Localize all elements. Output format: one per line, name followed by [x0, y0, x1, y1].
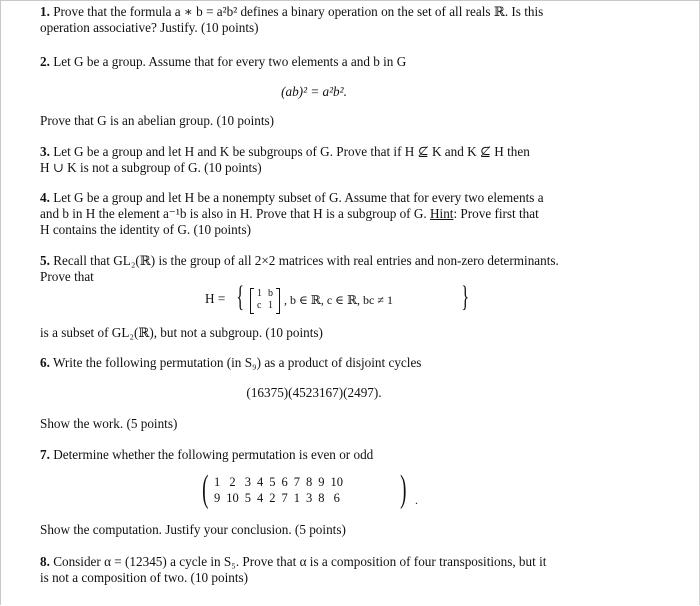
question-number: 4. — [40, 190, 50, 205]
question-1 — [40, 4, 588, 36]
set-condition: , b ∈ ℝ, c ∈ ℝ, bc ≠ 1 — [284, 293, 393, 307]
question-6 — [40, 355, 588, 371]
permutation-entry: 8 — [306, 475, 313, 489]
matrix-entry: 1 — [257, 288, 262, 299]
permutation-entry: 3 — [306, 491, 313, 505]
permutation-entry: 6 — [333, 491, 340, 505]
question-5 — [40, 253, 588, 285]
question-number: 6. — [40, 355, 50, 370]
permutation-bottom-row — [211, 490, 346, 506]
permutation-entry: 10 — [226, 491, 239, 505]
question-number: 2. — [40, 54, 50, 69]
question-number: 8. — [40, 554, 50, 569]
question-text-line: Prove that the formula a ∗ b = a²b² defines a binary operation on the set of all reals ℝ. Is this — [53, 4, 544, 19]
question-text-line: is a subset of GL₂(ℝ), but not a subgroup. (10 points) — [40, 325, 323, 340]
permutation-entry: 2 — [229, 475, 236, 489]
matrix-left-bracket — [250, 288, 254, 314]
question-text-line: Determine whether the following permutation is even or odd — [53, 447, 374, 462]
question-number: 3. — [40, 144, 50, 159]
period: . — [415, 493, 418, 507]
question-number: 5. — [40, 253, 50, 268]
permutation-matrix — [211, 474, 346, 506]
permutation-entry: 9 — [214, 491, 221, 505]
permutation-entry: 4 — [257, 491, 264, 505]
hint-label: Hint — [430, 206, 454, 222]
matrix-entry: b — [268, 288, 273, 299]
permutation-entry: 2 — [269, 491, 276, 505]
question-text-line: operation associative? Justify. (10 points) — [40, 20, 259, 36]
question-text-line: Show the work. (5 points) — [40, 416, 178, 431]
question-text-line: Prove that — [40, 269, 94, 285]
question-3 — [40, 144, 588, 176]
question-8 — [40, 554, 588, 586]
question-text-line: Show the computation. Justify your conclusion. (5 points) — [40, 522, 346, 537]
set-lhs: H = — [205, 291, 226, 306]
permutation-entry: 7 — [281, 491, 288, 505]
permutation-entry: 10 — [330, 475, 343, 489]
equation: (16375)(4523167)(2497). — [246, 385, 382, 400]
question-text-line: Let G be a group and let H be a nonempty subset of G. Assume that for every two elements a — [53, 190, 544, 205]
question-text-line: H ∪ K is not a subgroup of G. (10 points) — [40, 160, 262, 176]
permutation-entry: 8 — [318, 491, 325, 505]
question-4 — [40, 190, 588, 239]
question-text-line: and b in H the element a⁻¹b is also in H. Prove that H is a subgroup of G. — [40, 206, 427, 222]
question-text-line: Recall that GL₂(ℝ) is the group of all 2×2 matrices with real entries and non-zero determinants. — [53, 253, 559, 268]
left-paren: ( — [202, 468, 209, 510]
permutation-entry: 6 — [281, 475, 288, 489]
matrix-entry: 1 — [268, 300, 273, 311]
right-paren: ) — [400, 468, 407, 510]
question-2 — [40, 54, 588, 70]
matrix-entry: c — [257, 300, 262, 311]
matrix-right-bracket — [276, 288, 280, 314]
question-text-line: Write the following permutation (in S₉) as a product of disjoint cycles — [52, 355, 422, 370]
question-number: 1. — [40, 4, 50, 19]
question-number: 7. — [40, 447, 50, 462]
permutation-top-row — [211, 474, 346, 490]
question-text-line: Let G be a group and let H and K be subgroups of G. Prove that if H ⊈ K and K ⊈ H then — [53, 144, 530, 159]
question-7 — [40, 447, 588, 463]
permutation-entry: 9 — [318, 475, 325, 489]
permutation-entry: 3 — [244, 475, 251, 489]
hint-text: : Prove first that — [453, 206, 539, 222]
question-text-line: Let G be a group. Assume that for every two elements a and b in G — [53, 54, 407, 69]
left-brace: { — [236, 280, 245, 313]
permutation-entry: 1 — [293, 491, 300, 505]
permutation-entry: 5 — [244, 491, 251, 505]
permutation-entry: 4 — [257, 475, 264, 489]
permutation-entry: 5 — [269, 475, 276, 489]
permutation-entry: 1 — [214, 475, 221, 489]
question-text-line: Prove that G is an abelian group. (10 points) — [40, 113, 275, 128]
question-text-line: Consider α = (12345) a cycle in S₅. Prove that α is a composition of four transpositions, but it — [53, 554, 547, 569]
right-brace: } — [461, 280, 470, 313]
equation: (ab)² = a²b². — [281, 84, 347, 99]
question-text-line: is not a composition of two. (10 points) — [40, 570, 249, 586]
question-text-line: H contains the identity of G. (10 points) — [40, 222, 251, 238]
permutation-entry: 7 — [293, 475, 300, 489]
set-definition — [0, 282, 700, 318]
